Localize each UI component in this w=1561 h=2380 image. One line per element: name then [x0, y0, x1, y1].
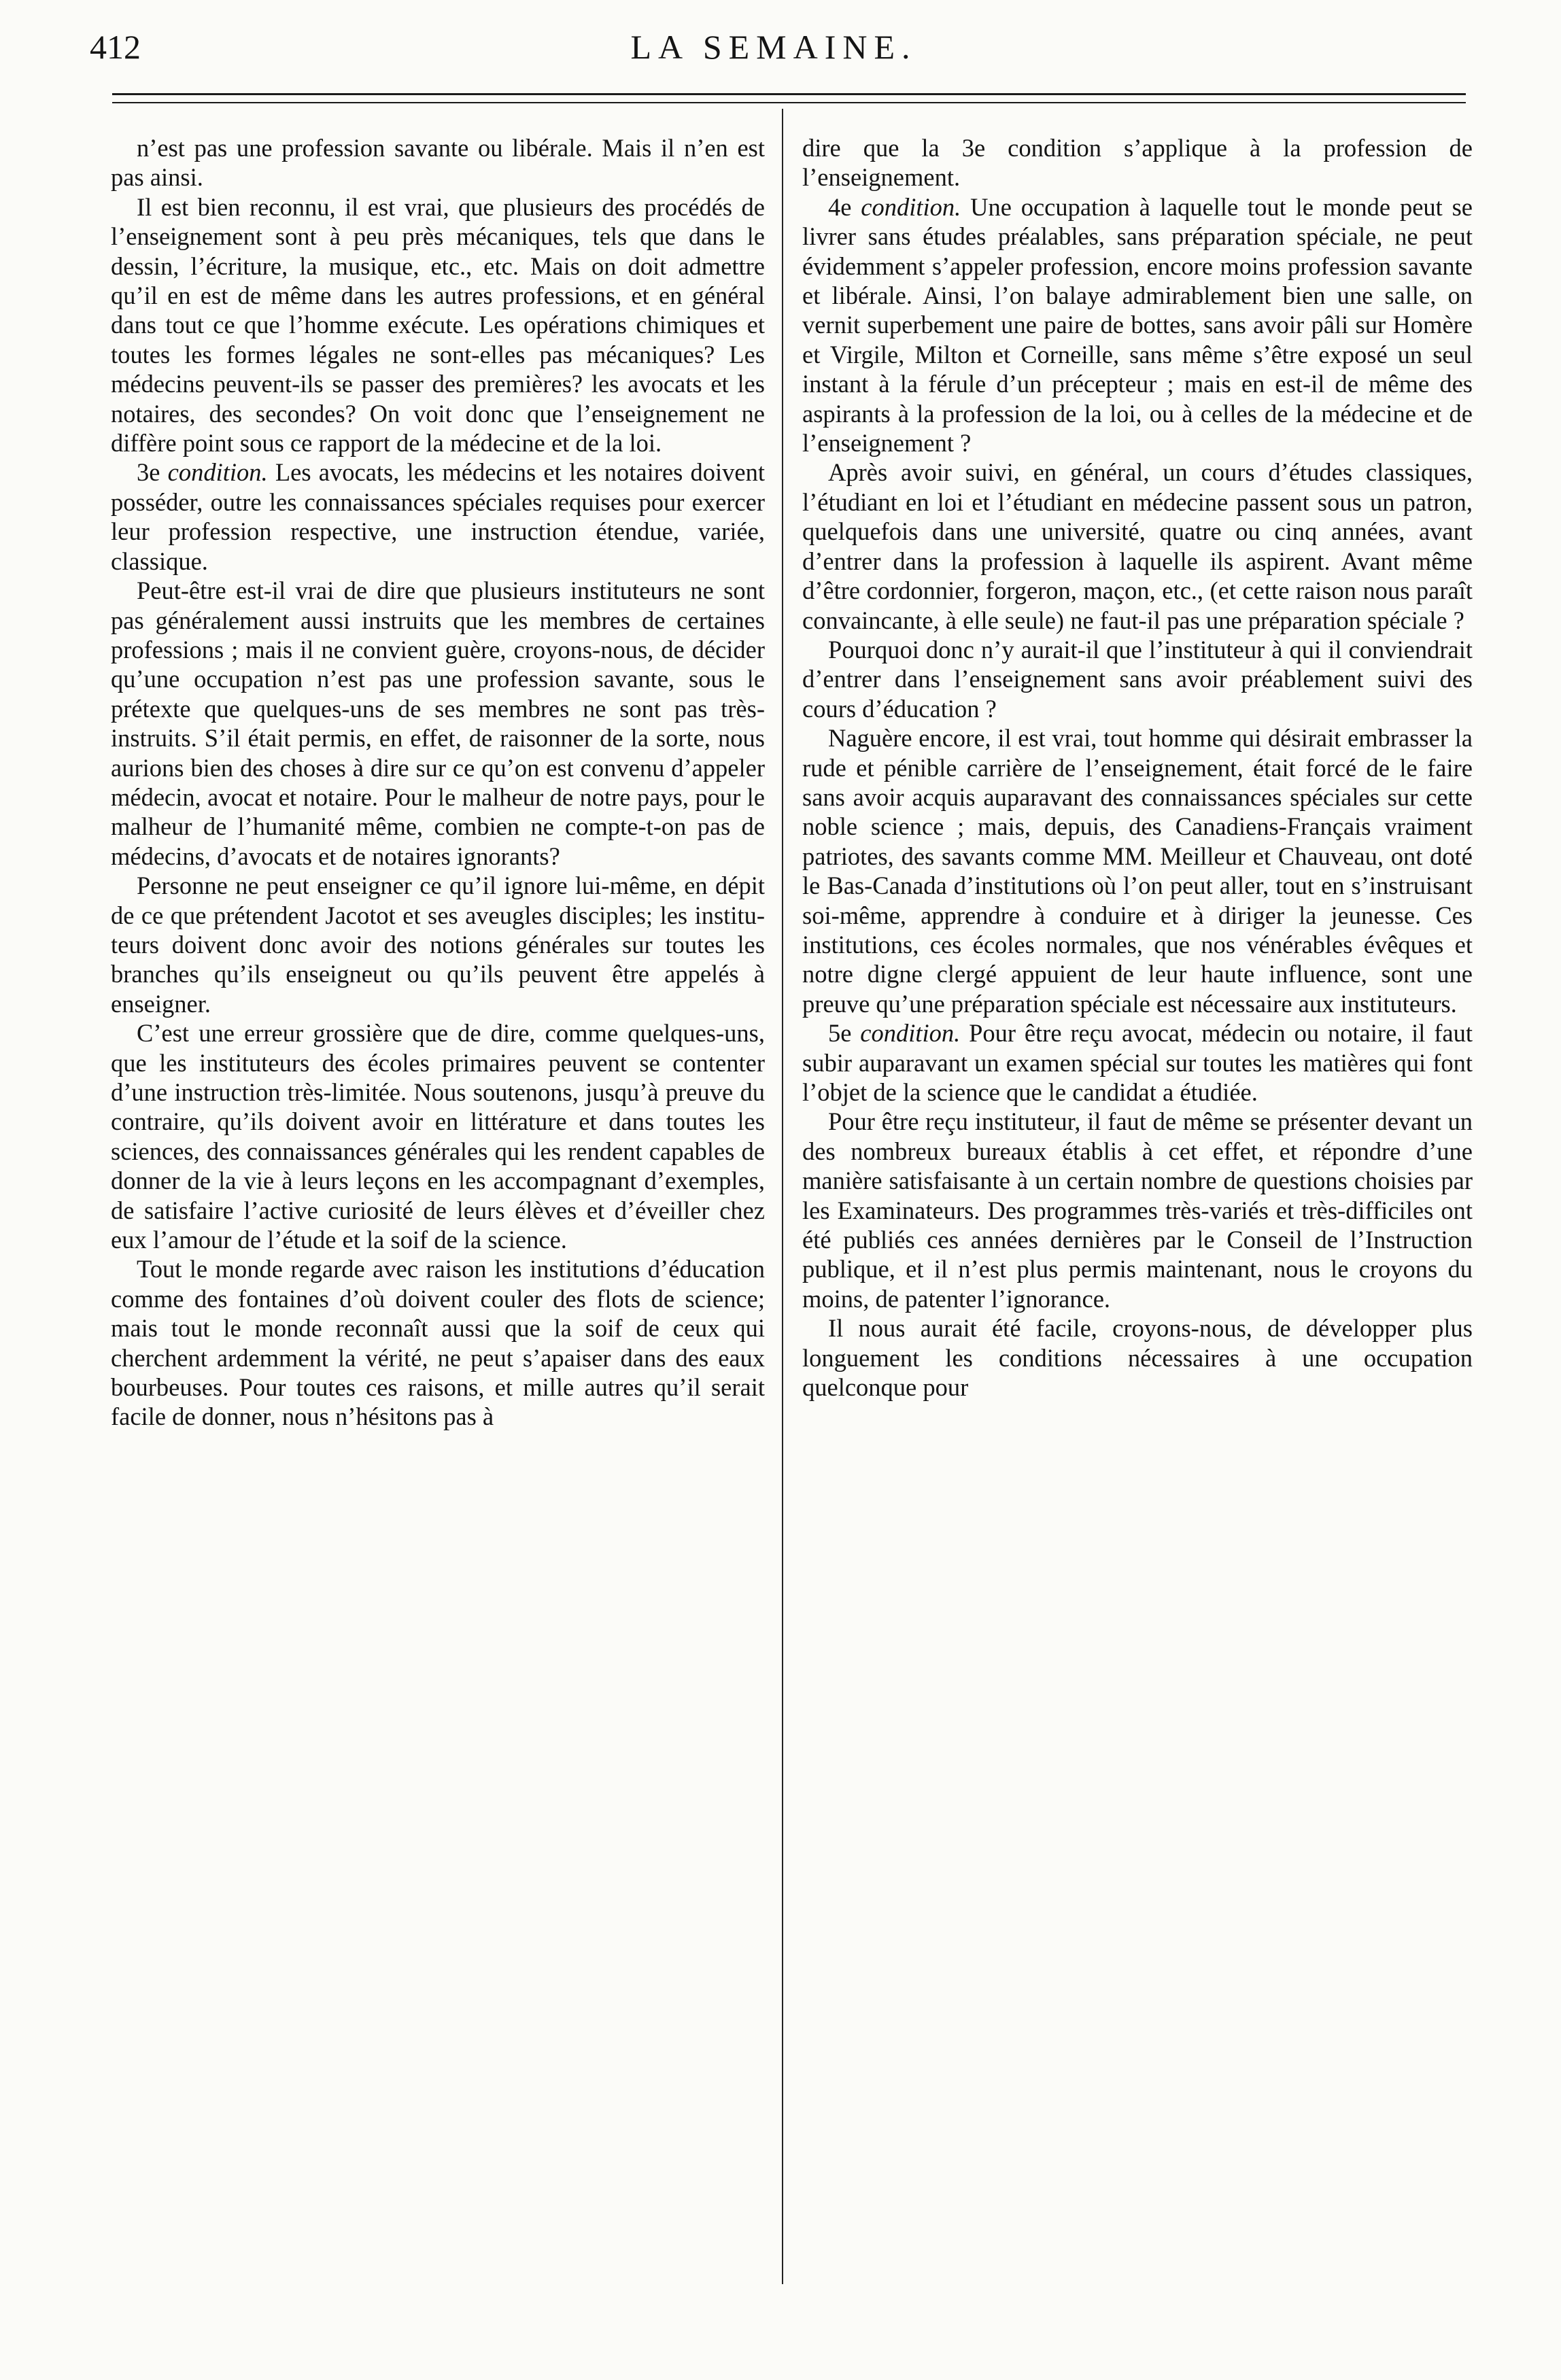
paragraph-text: Naguère encore, il est vrai, tout homme qui désirait embrasser la rude et pénible carrière de l’enseignement, était forcé de le faire sans avoir acquis auparavant des connaissances spéciales sur cette noble science ; mais, depuis, des Canadiens-Français vraiment patriotes, des savants comme MM. Meilleur et Chauveau, ont doté le Bas-Canada d’institutions où l’on peut aller, tout en s’instruisant soi-même, apprendre à conduire et à diriger la jeunesse. Ces institutions, ces écoles normales, que nos vénérables évêques et notre digne clergé appuient de leur haute influence, sont une preuve qu’une préparation spéciale est nécessaire aux instituteurs.	[802, 724, 1473, 1018]
paragraph-text: Une occupation à laquelle tout le monde peut se livrer sans études préalables, sans préparation spéciale, ne peut évidemment s’appeler profession, encore moins profession savante et libérale. Ainsi, l’on balaye admirablement bien une salle, on vernit superbement une paire de bottes, sans avoir pâli sur Homère et Virgile, Milton et Corneille, sans même s’être exposé un seul instant à la férule d’un précepteur ; mais en est-il de même des aspirants à la profession de la loi, ou à celles de la médecine et de l’enseignement ?	[802, 192, 1473, 458]
paragraph-text: Peut-être est-il vrai de dire que plusieurs instituteurs ne sont pas généralement aussi instruits que les membres de certaines professions ; mais il ne convient guère, croyons-nous, de décider qu’une occupation n’est pas une profession savante, sous le prétexte que quelques-uns de ses membres ne sont pas très-instruits. S’il était permis, en effet, de raisonner de la sorte, nous aurions bien des choses à dire sur ce qu’on est convenu d’appeler médecin, avocat et notaire. Pour le malheur de notre pays, pour le malheur de l’humanité même, combien ne compte-t-on pas de médecins, d’avocats et de notaires ignorants?	[111, 576, 765, 870]
article-paragraph	[802, 133, 1473, 192]
paragraph-text: Après avoir suivi, en général, un cours d’études classiques, l’étudiant en loi et l’étudiant en médecine passent sous un patron, quelquefois dans une université, quatre ou cinq années, avant d’entrer dans la profession à laquelle ils aspirent. Avant même d’être cordonnier, forgeron, maçon, etc., (et cette raison nous paraît convaincante, à elle seule) ne faut-il pas une préparation spéciale ?	[802, 458, 1473, 634]
header-rule	[112, 93, 1466, 95]
header-rule-thin	[112, 102, 1466, 103]
article-paragraph	[802, 458, 1473, 634]
paragraph-text: C’est une erreur grossière que de dire, comme quelques-uns, que les instituteurs des écoles primaires peuvent se contenter d’une instruction très-limitée. Nous soutenons, jusqu’à preuve du contraire, qu’ils doivent avoir en littérature et dans toutes les sciences, des connaissances générales qui les rendent capables de donner de la vie à leurs leçons en les accompagnant d’exemples, de satisfaire l’active curiosité de leurs élèves et d’éveiller chez eux l’amour de l’étude et la soif de la science.	[111, 1019, 765, 1254]
paragraph-text: n’est pas une profession savante ou libérale. Mais il n’en est pas ainsi.	[111, 134, 765, 192]
article-paragraph	[111, 133, 765, 192]
paragraph-text: dire que la 3e condition s’applique à la profession de l’enseignement.	[802, 134, 1473, 192]
article-paragraph	[111, 1018, 765, 1254]
condition-label: condition.	[167, 458, 268, 487]
running-title: LA SEMAINE.	[630, 28, 917, 66]
article-paragraph	[802, 192, 1473, 458]
page-header	[82, 27, 1466, 75]
paragraph-text: Pourquoi donc n’y aurait-il que l’instituteur à qui il conviendrait d’entrer dans l’enseignement sans avoir préablement suivi des cours d’éducation ?	[802, 635, 1473, 723]
paragraph-text: Tout le monde regarde avec raison les institutions d’éducation comme des fontaines d’où doivent couler des flots de science; mais tout le monde reconnaît aussi que la soif de ceux qui cherchent ardemment la vérité, ne peut s’apaiser dans des eaux bourbeuses. Pour toutes ces raisons, et mille autres qu’il serait facile de donner, nous n’hésitons pas à	[111, 1255, 765, 1431]
condition-number: 4e	[828, 192, 852, 221]
paragraph-text: Pour être reçu instituteur, il faut de même se présenter devant un des nombreux bureaux établis à cet effet, et répondre d’une manière satisfaisante à un certain nombre de questions choisies par les Examinateurs. Des programmes très-variés et très-difficiles ont été publiés ces années dernières par le Conseil de l’Instruction publique, et il n’est plus permis maintenant, nous le croyons du moins, de patenter l’ignorance.	[802, 1107, 1473, 1313]
paragraph-text: Il est bien reconnu, il est vrai, que plusieurs des procédés de l’enseignement sont à peu près mécaniques, tels que dans le dessin, l’écriture, la musique, etc., etc. Mais on doit admettre qu’il en est de même dans les autres professions, et en général dans tout ce que l’homme exécute. Les opérations chimiques et toutes les formes légales ne sont-elles pas mécaniques? Les médecins peuvent-ils se passer des premières? les avocats et les notaires, des secondes? On voit donc que l’enseignement ne diffère point sous ce rapport de la médecine et de la loi.	[111, 192, 765, 458]
page-number: 412	[90, 28, 141, 66]
condition-label: condition.	[860, 1019, 961, 1048]
article-paragraph	[802, 1018, 1473, 1107]
left-column	[111, 133, 765, 1432]
condition-number: 5e	[828, 1019, 852, 1048]
article-paragraph	[802, 1107, 1473, 1313]
article-paragraph	[802, 1313, 1473, 1402]
article-paragraph	[802, 635, 1473, 723]
article-paragraph	[111, 576, 765, 871]
article-paragraph	[802, 723, 1473, 1018]
paragraph-text: Pour être reçu avocat, médecin ou notaire, il faut subir auparavant un examen spécial sur toutes les matières qui font l’objet de la science que le candidat a étudiée.	[802, 1019, 1473, 1106]
article-paragraph	[111, 192, 765, 458]
article-paragraph	[111, 458, 765, 576]
paragraph-text: Les avocats, les médecins et les notaires doivent posséder, outre les connaissances spéciales requises pour exercer leur profession respective, une instruction étendue, variée, classique.	[111, 458, 765, 575]
condition-label: condition.	[861, 192, 961, 221]
right-column	[802, 133, 1473, 1402]
paragraph-text: Personne ne peut enseigner ce qu’il ignore lui-même, en dépit de ce que prétendent Jacotot et ses aveugles disciples; les instituteurs doivent donc avoir des notions générales sur toutes les branches qu’ils enseigneut ou qu’ils peuvent être appelés à enseigner.	[111, 872, 765, 1018]
article-paragraph	[111, 871, 765, 1018]
column-divider	[782, 109, 783, 2284]
article-paragraph	[111, 1254, 765, 1431]
paragraph-text: Il nous aurait été facile, croyons-nous, de développer plus longuement les conditions nécessaires à une occupation quelconque pour	[802, 1314, 1473, 1402]
condition-number: 3e	[137, 458, 160, 487]
